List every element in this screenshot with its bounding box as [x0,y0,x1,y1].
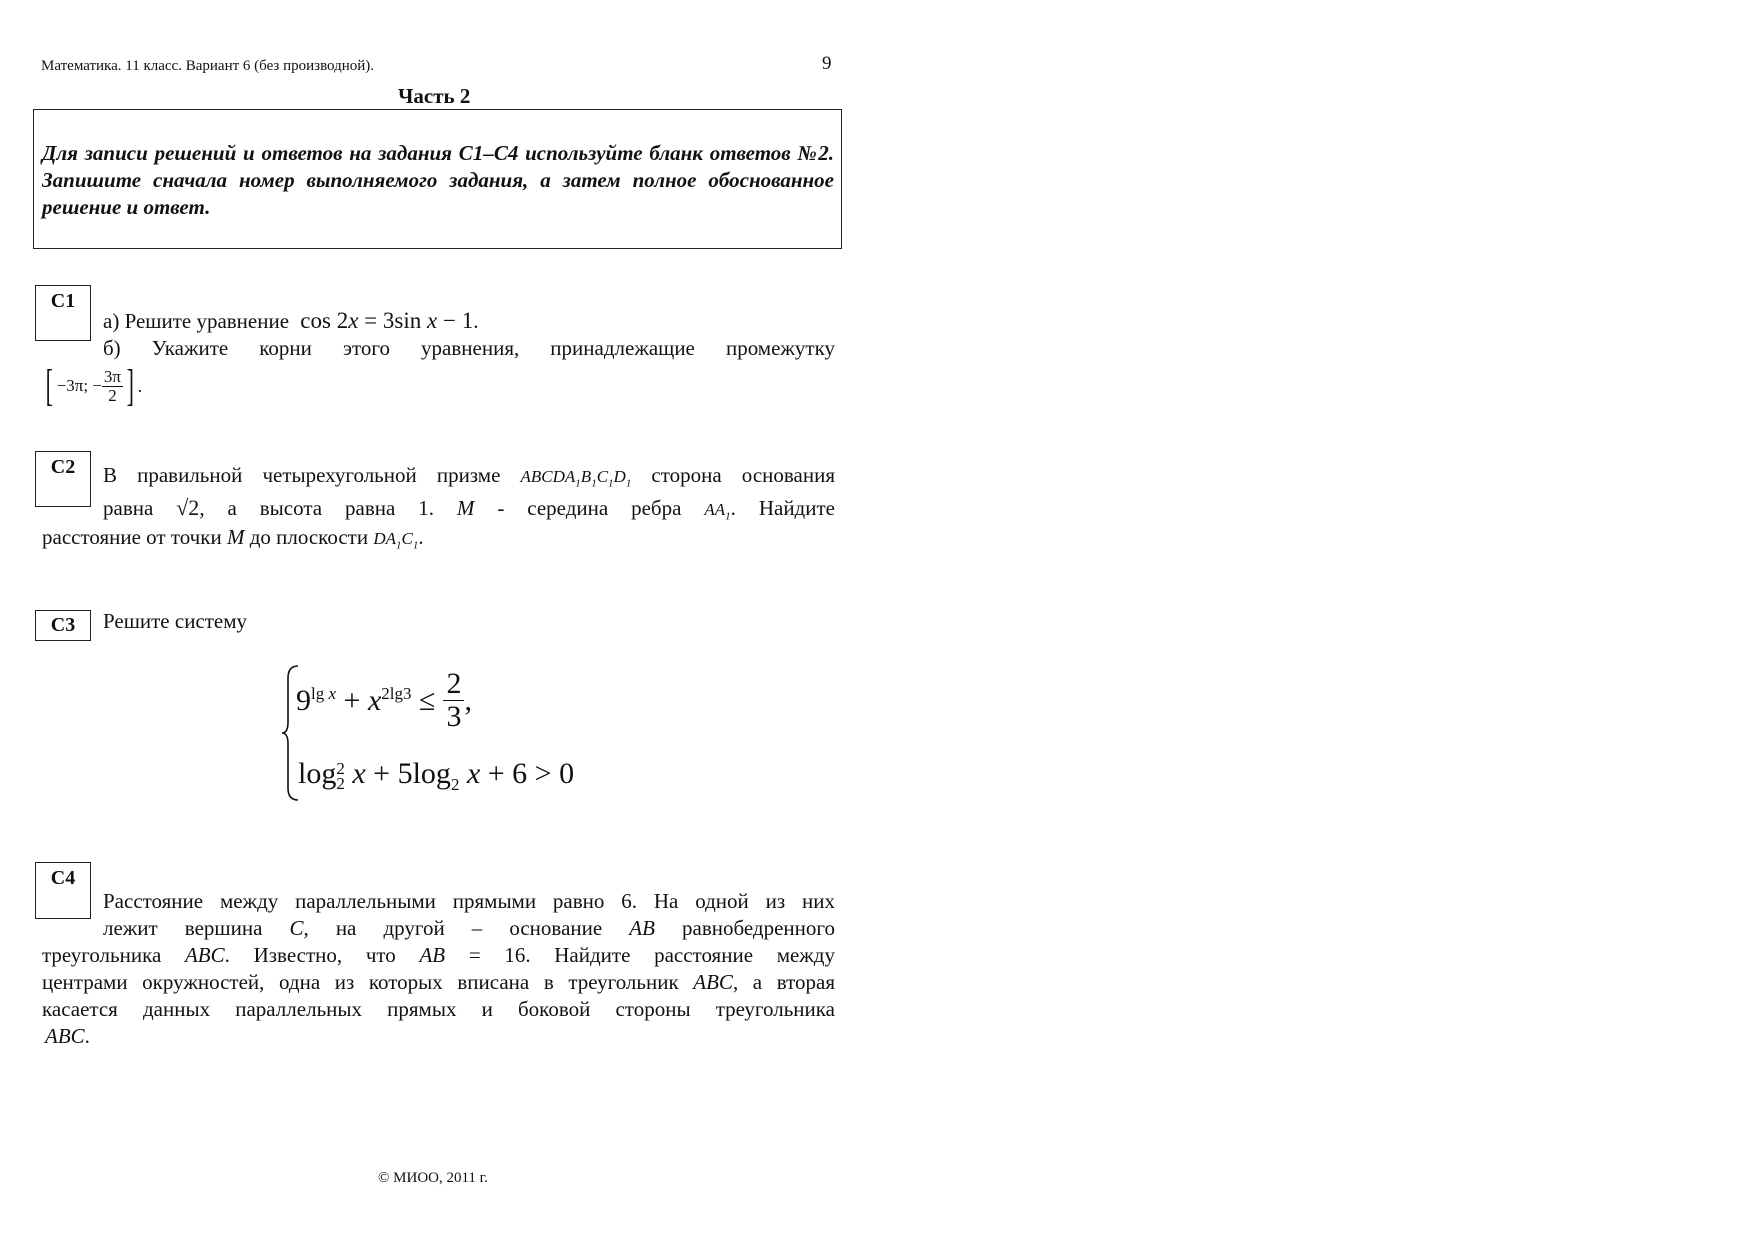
system-equation-1: $9^{lg x} + x^{2lg3}$ ≤ $\frac{2}{3}$ , [296,667,472,733]
task-c1-a-text: а) Решите уравнение [103,309,290,333]
task-c2-line1: В правильной четырехугольной призме $ABCDA_1B_1C_1D_1$ сторона основания [103,463,835,490]
task-c4-line2: лежит вершина C, на другой – основание AB равнобедренного [103,916,835,940]
task-label-c1: С1 [35,285,91,341]
task-c2-line2: равна √2, а высота равна 1. M - середина ребра $AA_1$. Найдите [103,495,835,523]
page-number: 9 [822,53,832,74]
task-label-c4: С4 [35,862,91,919]
part-title: Часть 2 [398,84,471,108]
task-c1-interval: [ −3π; − $\frac{3\pi}{2}$ ] . [45,361,143,410]
task-c2-line3: расстояние от точки M до плоскости $DA_1C_1$. [42,525,424,552]
task-c4-line6: ABC. [45,1024,90,1048]
task-c1-a-equation: cos 2x = 3sin x − 1 [300,308,474,333]
task-c1-interval-fraction: $\frac{3\pi}{2}$ [103,366,121,405]
task-c4-line5: касается данных параллельных прямых и боковой стороны треугольника [42,997,835,1021]
task-c4-line3: треугольника ABC. Известно, что AB = 16. Найдите расстояние между [42,943,835,967]
task-label-c2: С2 [35,451,91,507]
system-equation-2: log 2 2 $x + 5\log_2$ x + 6 > 0 [298,757,575,794]
page-footer: © МИОО, 2011 г. [378,1170,488,1186]
instructions-text: Для записи решений и ответов на задания С1–С4 используйте бланк ответов №2. Запишите сначала номер выполняемого задания, а затем полное обоснованное решение и ответ. [42,141,834,219]
task-c1-part-a: а) Решите уравнение cos 2x = 3sin x − 1. [103,308,479,333]
task-c1-part-b: б) Укажите корни этого уравнения, принадлежащие промежутку [103,336,835,360]
task-c4-line4: центрами окружностей, одна из которых вписана в треугольник ABC, а вторая [42,970,835,994]
task-c4-line1: Расстояние между параллельными прямыми равно 6. На одной из них [103,889,835,913]
task-label-c3: С3 [35,610,91,641]
page-header: Математика. 11 класс. Вариант 6 (без производной). [41,58,375,74]
task-c3-text: Решите систему [103,609,248,633]
